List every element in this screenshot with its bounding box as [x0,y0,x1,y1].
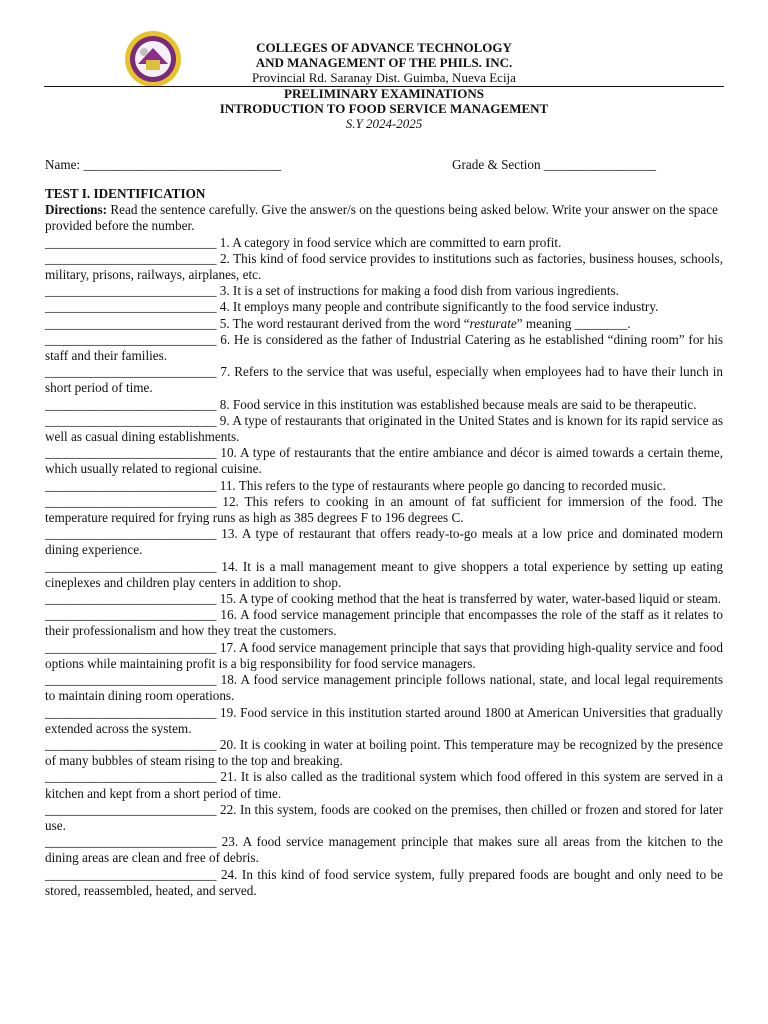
school-address: Provincial Rd. Saranay Dist. Guimba, Nueva Ecija [252,70,516,85]
question-item [45,802,723,834]
answer-blank[interactable]: __________________________ [45,866,217,882]
question-text: 10. A type of restaurants that the entire ambiance and décor is aimed towards a certain theme, which usually related to regional cuisine. [45,445,723,477]
question-text: 9. A type of restaurants that originated in the United States and is known for its rapid service as well as casual dining establishments. [45,412,723,445]
test-section [45,186,723,899]
question-item [45,559,723,591]
question-text: 20. It is cooking in water at boiling point. This temperature may be recognized by the presence of many bubbles of steam rising to the top and breaking. [45,736,723,769]
question-item [45,235,723,251]
answer-blank[interactable]: __________________________ [45,315,217,331]
question-item [45,299,723,315]
name-field[interactable]: Name: ______________________________ [45,157,282,172]
answer-blank[interactable]: __________________________ [45,769,217,785]
school-year: S.Y 2024-2025 [345,116,423,131]
answer-blank[interactable]: __________________________ [45,736,217,752]
question-item [45,316,723,332]
question-item [45,834,723,866]
school-seal-logo [124,30,182,88]
question-item [45,607,723,639]
question-item [45,283,723,299]
question-item [45,445,723,477]
grade-section-field[interactable]: Grade & Section _________________ [452,157,657,172]
question-item [45,672,723,704]
question-text: 16. A food service management principle that encompasses the role of the staff as it relates to their professionalism and how they treat the customers. [45,607,723,639]
question-item [45,494,723,526]
question-item [45,769,723,801]
answer-blank[interactable]: __________________________ [45,834,217,850]
question-item [45,867,723,899]
document-header [0,28,768,88]
question-item [45,591,723,607]
question-text: 12. This refers to cooking in an amount of fat sufficient for immersion of the food. The temperature required for frying runs as high as 385 degrees F to 196 degrees C. [45,493,723,526]
question-text: 21. It is also called as the traditional system which food offered in this system are served in a kitchen and kept from a short period of time. [45,769,723,801]
answer-blank[interactable]: __________________________ [45,477,217,493]
question-text: 8. Food service in this institution was established because meals are said to be therapeutic. [216,396,697,412]
question-text: 22. In this system, foods are cooked on the premises, then chilled or frozen and stored for later use. [45,801,723,833]
answer-blank[interactable]: __________________________ [45,558,217,574]
question-text: 15. A type of cooking method that the heat is transferred by water, water-based liquid or steam. [216,591,722,607]
question-text: 1. A category in food service which are committed to earn profit. [216,234,562,250]
directions [45,202,723,234]
answer-blank[interactable]: __________________________ [45,526,217,542]
question-text: 23. A food service management principle that makes sure all areas from the kitchen to the dining areas are clean and free of debris. [45,834,723,866]
answer-blank[interactable]: __________________________ [45,396,217,412]
question-text: 11. This refers to the type of restaurants where people go dancing to recorded music. [216,477,666,493]
answer-blank[interactable]: __________________________ [45,704,217,720]
question-text: 13. A type of restaurant that offers ready-to-go meals at a low price and dominated modern dining experience. [45,526,723,558]
question-text: 24. In this kind of food service system, fully prepared foods are bought and only need to be stored, reassembled, heated, and served. [45,866,723,898]
question-text: 18. A food service management principle follows national, state, and local legal requirements to maintain dining room operations. [45,672,723,704]
directions-text: Read the sentence carefully. Give the answer/s on the questions being asked below. Write your answer on the space provided before the number. [45,202,718,234]
question-text: ” meaning ________. [516,315,631,331]
question-item [45,413,723,445]
question-text: 14. It is a mall management meant to give shoppers a total experience by setting up eating cineplexes and children play centers in addition to shop. [45,558,723,590]
answer-blank[interactable]: __________________________ [45,639,217,655]
answer-blank[interactable]: __________________________ [45,250,217,266]
directions-label: Directions: [45,202,108,218]
question-italic-word: resturate [469,315,517,331]
exam-heading [0,86,768,132]
answer-blank[interactable]: __________________________ [45,607,217,623]
school-name-line2: AND MANAGEMENT OF THE PHILS. INC. [255,55,513,70]
question-text: 3. It is a set of instructions for making a food dish from various ingredients. [216,283,619,299]
question-item [45,251,723,283]
question-item [45,640,723,672]
question-text: 19. Food service in this institution started around 1800 at American Universities that gradually extended across the system. [45,704,723,736]
question-text: 4. It employs many people and contribute significantly to the food service industry. [216,299,659,315]
subject-title: INTRODUCTION TO FOOD SERVICE MANAGEMENT [219,101,549,116]
question-text: 5. The word restaurant derived from the word “ [216,315,470,331]
answer-blank[interactable]: __________________________ [45,801,217,817]
question-item [45,364,723,396]
question-text: 17. A food service management principle that says that providing high-quality service and food options while maintaining profit is a big responsibility for food service managers. [45,639,723,671]
question-item [45,478,723,494]
school-name-line1: COLLEGES OF ADVANCE TECHNOLOGY [256,40,512,55]
answer-blank[interactable]: __________________________ [45,493,217,509]
question-text: 6. He is considered as the father of Industrial Catering as he established “dining room” for his staff and their families. [45,331,723,364]
answer-blank[interactable]: __________________________ [45,445,217,461]
exam-title: PRELIMINARY EXAMINATIONS [284,86,484,101]
question-text: 7. Refers to the service that was useful, especially when employees had to have their lunch in short period of time. [45,364,723,396]
test-title: TEST I. IDENTIFICATION [45,186,206,201]
answer-blank[interactable]: __________________________ [45,331,217,347]
question-item [45,526,723,558]
answer-blank[interactable]: __________________________ [45,364,217,380]
answer-blank[interactable]: __________________________ [45,672,217,688]
answer-blank[interactable]: __________________________ [45,591,217,607]
answer-blank[interactable]: __________________________ [45,412,217,428]
question-item [45,397,723,413]
question-item [45,737,723,769]
question-item [45,332,723,364]
question-text: 2. This kind of food service provides to institutions such as factories, business houses, schools, military, prisons, railways, airplanes, etc. [45,250,723,283]
answer-blank[interactable]: __________________________ [45,299,217,315]
answer-blank[interactable]: __________________________ [45,283,217,299]
answer-blank[interactable]: __________________________ [45,234,217,250]
question-item [45,705,723,737]
